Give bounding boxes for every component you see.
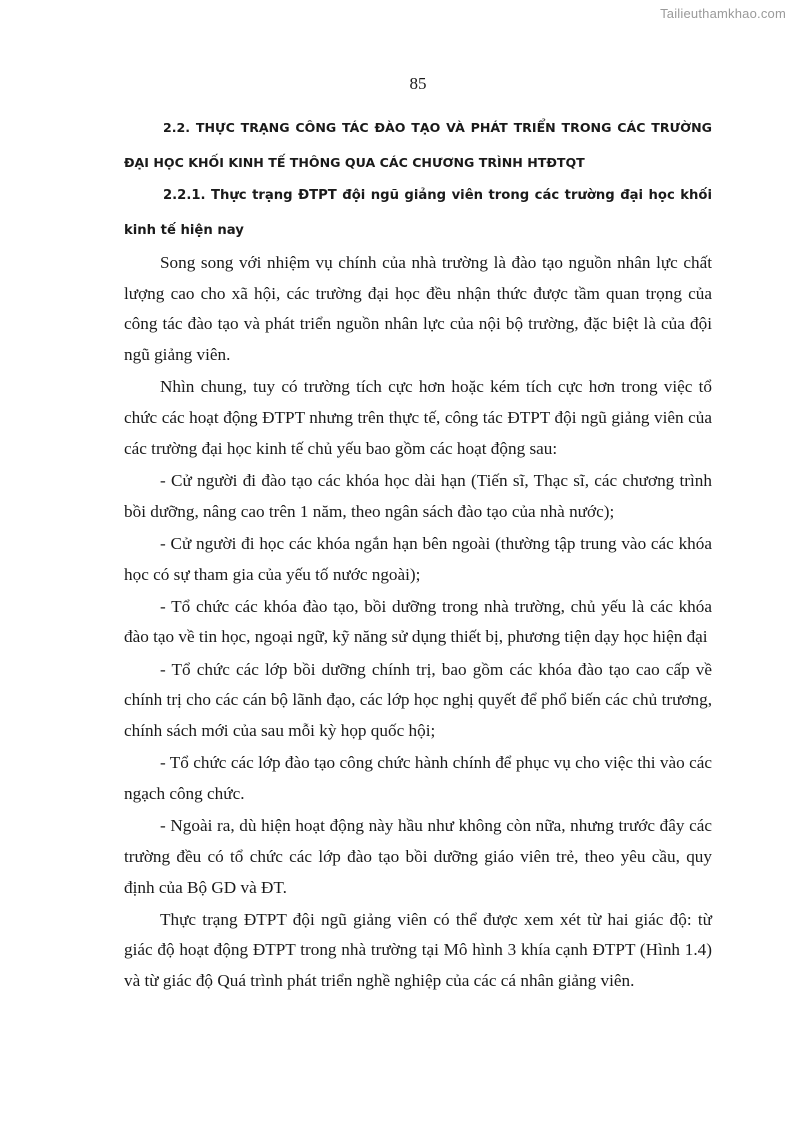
paragraph: Nhìn chung, tuy có trường tích cực hơn hoặc kém tích cực hơn trong việc tổ chức các hoạt động ĐTPT nhưng trên thực tế, công tác ĐTPT đội ngũ giảng viên của các trường đại học kinh tế chủ yếu bao gồm các hoạt động sau: bbox=[124, 377, 712, 458]
list-item: - Tổ chức các lớp bồi dưỡng chính trị, bao gồm các khóa đào tạo cao cấp về chính trị cho các cán bộ lãnh đạo, các lớp học nghị quyết để phổ biến các chủ trương, chính sách mới của sau mỗi kỳ họp quốc hội; bbox=[124, 659, 712, 741]
list-item: - Cử người đi đào tạo các khóa học dài hạn (Tiến sĩ, Thạc sĩ, các chương trình bồi dưỡng, nâng cao trên 1 năm, theo ngân sách đào tạo của nhà nước); bbox=[124, 470, 712, 521]
list-item: - Tổ chức các khóa đào tạo, bồi dưỡng trong nhà trường, chủ yếu là các khóa đào tạo về tin học, ngoại ngữ, kỹ năng sử dụng thiết bị, phương tiện dạy học hiện đại bbox=[124, 596, 712, 647]
list-item: - Ngoài ra, dù hiện hoạt động này hầu như không còn nữa, nhưng trước đây các trường đều có tổ chức các lớp đào tạo bồi dưỡng giáo viên trẻ, theo yêu cầu, quy định của Bộ GD và ĐT. bbox=[124, 816, 712, 897]
list-item: - Cử người đi học các khóa ngắn hạn bên ngoài (thường tập trung vào các khóa học có sự tham gia của yếu tố nước ngoài); bbox=[124, 533, 712, 584]
page-number: 85 bbox=[409, 74, 427, 93]
subsection-heading: 2.2.1. Thực trạng ĐTPT đội ngũ giảng viên trong các trường đại học khối kinh tế hiện nay bbox=[124, 188, 712, 238]
section-heading: 2.2. THỰC TRẠNG CÔNG TÁC ĐÀO TẠO VÀ PHÁT TRIỂN TRONG CÁC TRƯỜNG ĐẠI HỌC KHỐI KINH TẾ THÔNG QUA CÁC CHƯƠNG TRÌNH HTĐTQT bbox=[124, 120, 712, 170]
paragraph: Thực trạng ĐTPT đội ngũ giảng viên có thể được xem xét từ hai giác độ: từ giác độ hoạt động ĐTPT trong nhà trường tại Mô hình 3 khía cạnh ĐTPT (Hình 1.4) và từ giác độ Quá trình phát triển nghề nghiệp của các cá nhân giảng viên. bbox=[124, 909, 712, 991]
watermark: Tailieuthamkhao.com bbox=[660, 6, 786, 21]
document-body bbox=[124, 110, 712, 998]
paragraph: Song song với nhiệm vụ chính của nhà trường là đào tạo nguồn nhân lực chất lượng cao cho xã hội, các trường đại học đều nhận thức được tầm quan trọng của công tác đào tạo và phát triển nguồn nhân lực của nội bộ trường, đặc biệt là của đội ngũ giảng viên. bbox=[124, 253, 712, 365]
list-item: - Tổ chức các lớp đào tạo công chức hành chính để phục vụ cho việc thi vào các ngạch công chức. bbox=[124, 753, 712, 803]
